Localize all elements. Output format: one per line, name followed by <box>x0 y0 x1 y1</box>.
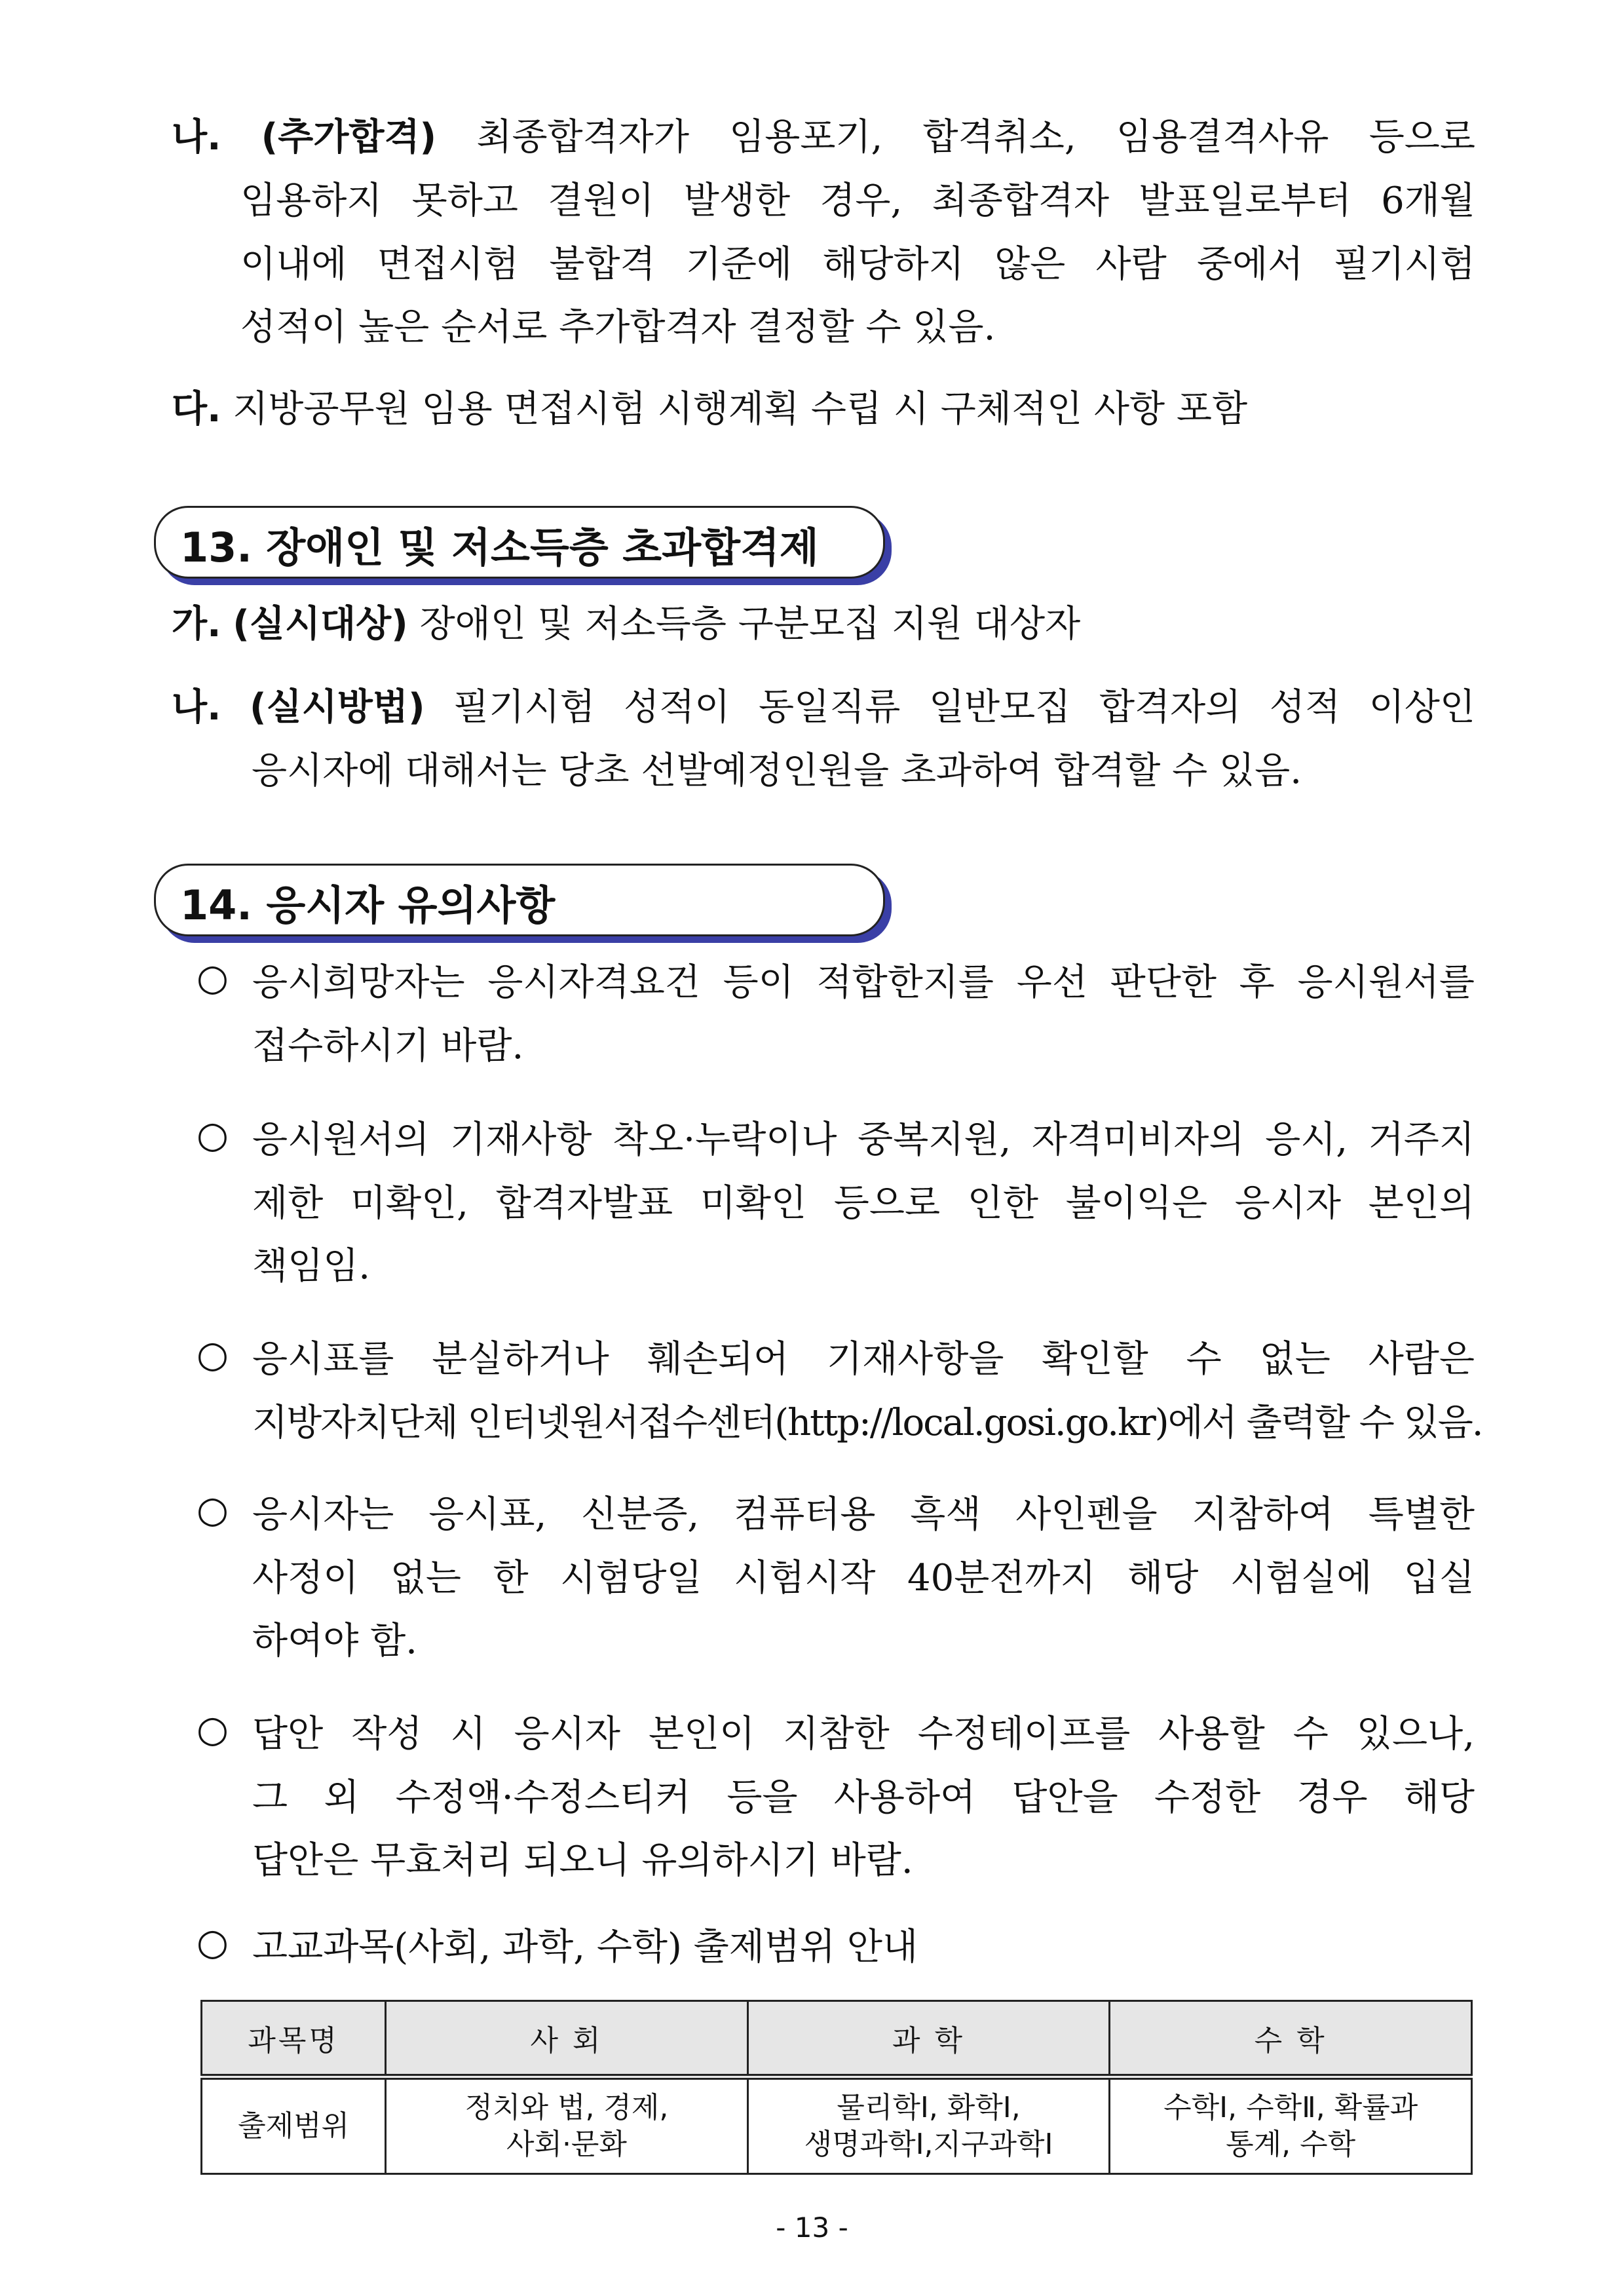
item-text-line: 임용하지 못하고 결원이 발생한 경우, 최종합격자 발표일로부터 6개월 <box>240 180 1475 222</box>
cell-line: 사회·문화 <box>506 2128 627 2161</box>
bullet-text-line: 제한 미확인, 합격자발표 미확인 등으로 인한 불이익은 응시자 본인의 <box>252 1182 1475 1225</box>
item-label: (추가합격) <box>261 116 437 159</box>
table-header-cell: 과목명 <box>202 2001 386 2077</box>
item-marker: 다. <box>172 388 221 430</box>
table-header-cell: 수 학 <box>1110 2001 1472 2077</box>
bullet-text-line: 사정이 없는 한 시험당일 시험시작 40분전까지 해당 시험실에 입실 <box>252 1557 1475 1599</box>
item-text-line: 필기시험 성적이 동일직류 일반모집 합격자의 성적 이상인 <box>453 686 1475 729</box>
table-header-row <box>202 2001 1472 2077</box>
bullet-text-line: 지방자치단체 인터넷원서접수센터(http://local.gosi.go.kr)에서 출력할 수 있음. <box>252 1402 1482 1444</box>
cell-line: 통계, 수학 <box>1226 2128 1356 2161</box>
bullet-text-line: 응시희망자는 응시자격요건 등이 적합한지를 우선 판단한 후 응시원서를 <box>252 961 1475 1004</box>
bullet-text-line: 응시원서의 기재사항 착오·누락이나 중복지원, 자격미비자의 응시, 거주지 <box>252 1119 1475 1161</box>
item-marker: 나. <box>172 686 221 729</box>
table-row-label: 출제범위 <box>202 2077 386 2174</box>
item-text-line: 이내에 면접시험 불합격 기준에 해당하지 않은 사람 중에서 필기시험 <box>240 243 1475 286</box>
circle-bullet-icon: ○ <box>197 1921 229 1964</box>
bullet-text-line: 그 외 수정액·수정스티커 등을 사용하여 답안을 수정한 경우 해당 <box>252 1776 1475 1819</box>
page-number: - 13 - <box>776 2211 848 2244</box>
section-13-header <box>154 506 888 581</box>
cell-line: 수학Ⅰ, 수학Ⅱ, 확률과 <box>1163 2091 1418 2124</box>
cell-line: 정치와 법, 경제, <box>464 2091 669 2124</box>
table-cell-science <box>747 2077 1110 2174</box>
item-text-line: 응시자에 대해서는 당초 선발예정인원을 초과하여 합격할 수 있음. <box>252 750 1302 792</box>
item-label: (실시대상) <box>233 603 408 645</box>
table-cell-social <box>386 2077 748 2174</box>
item-text: 지방공무원 임용 면접시험 시행계획 수립 시 구체적인 사항 포함 <box>233 388 1248 430</box>
table-header-cell: 사 회 <box>386 2001 748 2077</box>
item-text-line: 성적이 높은 순서로 추가합격자 결정할 수 있음. <box>240 306 996 349</box>
item-text: 장애인 및 저소득층 구분모집 지원 대상자 <box>419 603 1081 645</box>
bullet-text-line: 답안 작성 시 응시자 본인이 지참한 수정테이프를 사용할 수 있으나, <box>252 1713 1475 1755</box>
table-cell-math <box>1110 2077 1472 2174</box>
circle-bullet-icon: ○ <box>197 1114 229 1157</box>
bullet-text-line: 고교과목(사회, 과학, 수학) 출제범위 안내 <box>252 1926 918 1968</box>
section-14-header <box>154 864 888 939</box>
circle-bullet-icon: ○ <box>197 957 229 999</box>
circle-bullet-icon: ○ <box>197 1708 229 1751</box>
cell-line: 생명과학Ⅰ,지구과학Ⅰ <box>804 2128 1053 2161</box>
section-title: 13. 장애인 및 저소득층 초과합격제 <box>180 524 819 571</box>
item-text-line: 최종합격자가 임용포기, 합격취소, 임용결격사유 등으로 <box>476 116 1475 159</box>
section-title: 14. 응시자 유의사항 <box>180 881 556 929</box>
item-marker: 나. <box>172 116 221 159</box>
table-row <box>202 2077 1472 2174</box>
bullet-text-line: 응시자는 응시표, 신분증, 컴퓨터용 흑색 사인펜을 지참하여 특별한 <box>252 1493 1475 1536</box>
item-marker: 가. <box>172 603 221 645</box>
bullet-text-line: 하여야 함. <box>252 1620 417 1662</box>
bullet-text-line: 책임임. <box>252 1245 371 1288</box>
circle-bullet-icon: ○ <box>197 1333 229 1376</box>
table-header-cell: 과 학 <box>747 2001 1110 2077</box>
circle-bullet-icon: ○ <box>197 1489 229 1531</box>
cell-line: 물리학Ⅰ, 화학Ⅰ, <box>837 2091 1021 2124</box>
bullet-text-line: 응시표를 분실하거나 훼손되어 기재사항을 확인할 수 없는 사람은 <box>252 1338 1475 1381</box>
bullet-text-line: 답안은 무효처리 되오니 유의하시기 바람. <box>252 1839 913 1882</box>
bullet-text-line: 접수하시기 바람. <box>252 1025 524 1067</box>
subject-range-table <box>200 2000 1473 2175</box>
item-label: (실시방법) <box>249 686 425 729</box>
